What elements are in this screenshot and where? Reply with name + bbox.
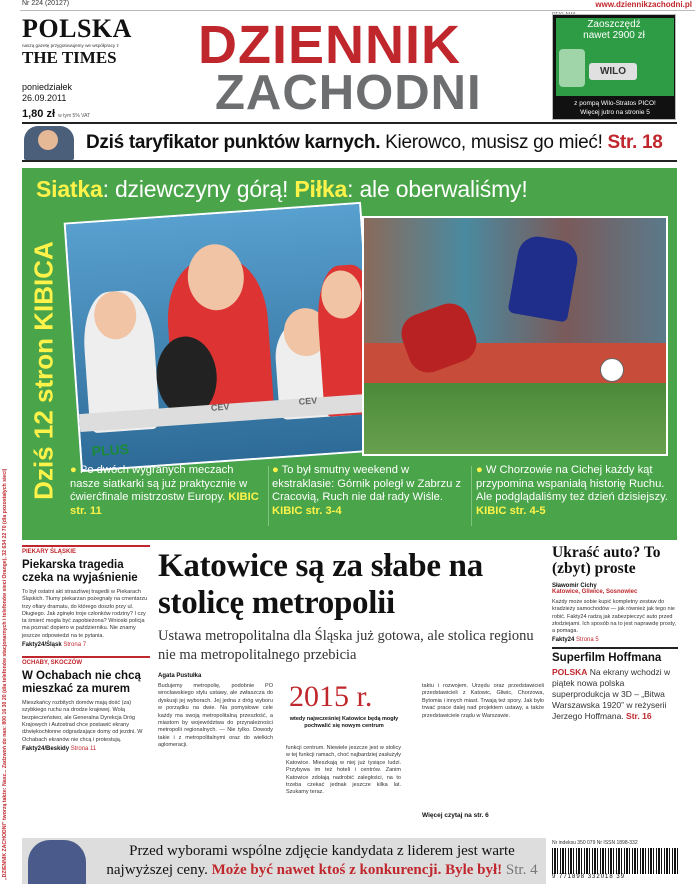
advert-line-2: nawet 2900 zł (583, 30, 645, 41)
taryfikator-headline (86, 132, 663, 154)
sport-head-football: Piłka (294, 176, 348, 202)
article-source (22, 746, 150, 752)
source-name: Fakty24 (552, 637, 575, 644)
big-number: 2015 r. (289, 680, 373, 713)
policeman-image-icon (24, 126, 74, 160)
advert-line-1: Zaoszczędź (587, 19, 641, 30)
article-source (552, 637, 678, 643)
film-text: Na ekrany wchodzi w piątek nowa polska superprodukcja w 3D – „Bitwa Warszawska 1920” w reżyserii Jerzego Hoffmana. (552, 667, 671, 722)
main-column-2: funkcji centrum. Niewiele jeszcze jest w stolicy w tej funkcji ramach, choć najbardziej zasłużyły Katowice. Mieszkają w niej już tysiące ludzi. Przybywa im też hoteli i centrów. Zanim Katowice zdołają nadrobić zaległości, na to trzeba czekać jednak jeszcze kilka lat. Szukamy teraz. (286, 745, 401, 796)
sport-item-volleyball[interactable] (70, 464, 265, 518)
article-body (552, 667, 678, 722)
taryfikator-banner[interactable] (22, 122, 677, 162)
barcode (552, 840, 678, 880)
website-link[interactable]: www.dziennikzachodni.pl (595, 0, 692, 9)
article-title[interactable]: Ukraść auto? To (zbyt) proste (552, 544, 661, 577)
sport-item-ekstraklasa[interactable] (272, 464, 467, 518)
issue-number: Nr 224 (20127) (22, 0, 70, 7)
bullet-icon: ● (70, 464, 80, 476)
article-body: To był ostatni akt straszliwej tragedii w Piekarach Śląskich. Tłumy piekarzan pożegnały na cmentarzu trzy ofiary dramatu, do którego doszło przy ul. Długiego. Jak zginęło troje członków rodziny? I czy ta śmierć mogła być zapobieżona? Wnioski policja ma poznać dopiero w październiku. Nie znamy jeszcze odpowiedzi na te pytania. (22, 589, 148, 639)
pull-quote: wtedy najwcześniej Katowice będą mogły pochwalić się nowym centrum (289, 716, 399, 729)
vertical-contact-text: „DZIENNIK ZACHODNI” tworzą także: Nasz... Zadzwoń do nas: 800 16 30 20 (dla telefonów stacjonarnych i telefonów sieci Orange), 32 634 22 70 (dla pozostałych sieci) (2, 468, 8, 880)
article-source (22, 642, 150, 648)
net-label-cev-2: CEV (298, 395, 318, 407)
main-column-3: taktu i rozwojem. Urzędu oraz przedstawicieli przedstawicieli z Katowic, Gliwic, Chorzowa, Bytomia i innych miast. Trwają też spory. Jak było trwać prace dalej nad projektem ustawy, a także przedstawiciele rządu w Warszawie. (422, 683, 544, 719)
sport-item-text: Po dwóch wygranych meczach nasze siatkarki są już praktycznie w ćwierćfinale mistrzostw Europy. (70, 464, 248, 503)
article-author: Sławomir Cichy (552, 583, 597, 589)
advert-headline (557, 19, 671, 41)
section-label: OCHABY, SKOCZÓW (22, 656, 150, 666)
kibic-vertical (24, 215, 64, 525)
footer-line-2b: Może być nawet ktoś z konkurencji. Byle był! (211, 862, 503, 878)
date-value: 26.09.2011 (22, 93, 67, 103)
sport-head-football-rest: : ale oberwaliśmy! (347, 176, 528, 202)
day-name: poniedziałek (22, 82, 73, 92)
bullet-icon: ● (272, 464, 282, 476)
advert-more: Więcej jutro na stronie 5 (580, 109, 650, 116)
kibic-vertical-text: Dziś 12 stron KIBICA (28, 241, 59, 500)
top-rule (20, 10, 695, 11)
sport-head-volley-rest: : dziewczyny górą! (102, 176, 295, 202)
source-name: Fakty24/Beskidy (22, 745, 70, 752)
barcode-label (552, 840, 638, 846)
article-body: Mieszkańcy rozbitych domów mają dość (za) szybkiego ruchu na drodze krajowej. Wolą bezpieczeństwo, ale Generalna Dyrekcja Dróg Krajowych i Autostrad chce postawić ekrany dźwiękochłonne odgradzające domy od jezdni. W Ochabach ekranów nie chcą i protestują. (22, 700, 143, 743)
price (22, 108, 90, 120)
sport-headline (36, 176, 528, 203)
left-column (22, 545, 150, 752)
sport-item-text: W Chorzowie na Cichej każdy kąt przypomina wspaniałą historię Ruchu. Ale podglądaliśmy też dzień dzisiejszy. (476, 464, 668, 503)
main-column-1: Budujemy metropolię, podobnie PO wrocławskiego stylu ustawy, ale zwłaszcza do dyskusji jej wyborach. Jej jedna z dróg wyboru w porządku na dwie. Na pomysłowe cele każdy ma swoją metropolitalną przeszłość, a miastom by województwa do przynależności metropolii regionalnych. — Nie tylko. Dowody takie i z metropolitalnymi oraz do wielkich aglomeracji. (158, 683, 273, 749)
barcode-digits: 9 771898 332018 39 (552, 874, 626, 880)
sport-item-text: To był smutny weekend w ekstraklasie: Górnik poległ w Zabrzu z Cracovią, Ruch nie dał rady Wiśle. (272, 464, 462, 503)
article-title[interactable]: Superfilm Hoffmana (552, 647, 678, 664)
more-link[interactable]: Więcej czytaj na str. 6 (422, 812, 489, 819)
right-column (552, 545, 678, 722)
partner-title: POLSKA (22, 14, 132, 43)
source-page: Strona 5 (574, 637, 599, 644)
taryfikator-rest: Kierowco, musisz go mieć! (380, 132, 603, 153)
footer-line-2a: najwyższej ceny. (106, 862, 212, 878)
sponsor-plus: PLUS (91, 440, 130, 460)
film-page: Str. 16 (623, 711, 652, 722)
source-page: Strona 7 (61, 642, 87, 649)
barcode-bars (552, 848, 678, 874)
footer-page: Str. 4 (502, 862, 538, 878)
article-places: Katowice, Gliwice, Sosnowiec (552, 589, 638, 595)
price-note: w tym 5% VAT (58, 113, 91, 119)
vertical-info-strip (0, 0, 16, 887)
partner-paper: THE TIMES (22, 48, 117, 67)
sport-item-ref: KIBIC str. 4-5 (476, 504, 546, 517)
wilo-logo: WILO (589, 63, 637, 80)
article-title[interactable]: W Ochabach nie chcą mieszkać za murem (22, 670, 141, 696)
politicians-image-icon (28, 840, 86, 884)
column-divider (471, 466, 472, 526)
source-name: Fakty24/Śląsk (22, 642, 62, 649)
section-label: PIEKARY ŚLĄSKIE (22, 545, 150, 555)
pump-image-icon (559, 49, 585, 87)
volleyball-photo[interactable] (64, 202, 379, 472)
logo-zachodni: ZACHODNI (215, 66, 482, 120)
football-ball-icon (600, 358, 624, 382)
sport-item-ref: KIBIC str. 11 (70, 491, 259, 517)
issue-date (22, 82, 72, 104)
partner-logo (22, 16, 147, 67)
footer-text (102, 842, 542, 880)
advert-product: z pompą Wilo-Stratos PICO! (574, 100, 656, 107)
article-title[interactable]: Piekarska tragedia czeka na wyjaśnienie (22, 559, 138, 584)
net-label-cev: CEV (210, 401, 230, 413)
footer-line-1: Przed wyborami wspólne zdjęcie kandydata z liderem jest warte (129, 843, 515, 859)
logo-dziennik: DZIENNIK (198, 15, 461, 75)
partner-tagline: naszą gazetę przygotowujemy we współpracy z (22, 43, 119, 48)
taryfikator-page: Str. 18 (602, 132, 663, 153)
article-body: Każdy może sobie kupić kompletny zestaw do kradzieży samochodów — jak również jak tego nie robić. Fakty24 radzą jak zabezpieczyć auto przed złodziejami. Ich sposób na to jest naprawdę prosty, a pomaga. (552, 599, 677, 635)
policeman-face (38, 130, 58, 150)
advert-footer (556, 99, 674, 117)
main-author: Agata Pustułka (158, 673, 202, 679)
issn: Nr ISSN 1898-332 (596, 840, 638, 846)
wilo-advert[interactable] (552, 14, 676, 120)
bullet-icon: ● (476, 464, 486, 476)
taryfikator-bold: Dziś taryfikator punktów karnych. (86, 132, 381, 153)
football-photo[interactable] (362, 216, 668, 456)
main-headline[interactable]: Katowice są za słabe na stolicę metropolii (158, 548, 483, 621)
sport-item-ref: KIBIC str. 3-4 (272, 504, 342, 517)
sport-item-ruch[interactable] (476, 464, 676, 518)
main-subheadline: Ustawa metropolitalna dla Śląska już gotowa, ale stolica regionu nie ma metropolitalnego przebicia (158, 628, 534, 663)
column-divider (268, 466, 269, 526)
price-value: 1,80 zł (22, 108, 56, 120)
source-page: Strona 11 (69, 745, 97, 752)
polska-label: POLSKA (552, 667, 588, 678)
footer-banner[interactable] (22, 838, 546, 884)
sport-head-volley: Siatka (36, 176, 103, 202)
index-number: Nr indeksu 350 079 (552, 840, 596, 846)
